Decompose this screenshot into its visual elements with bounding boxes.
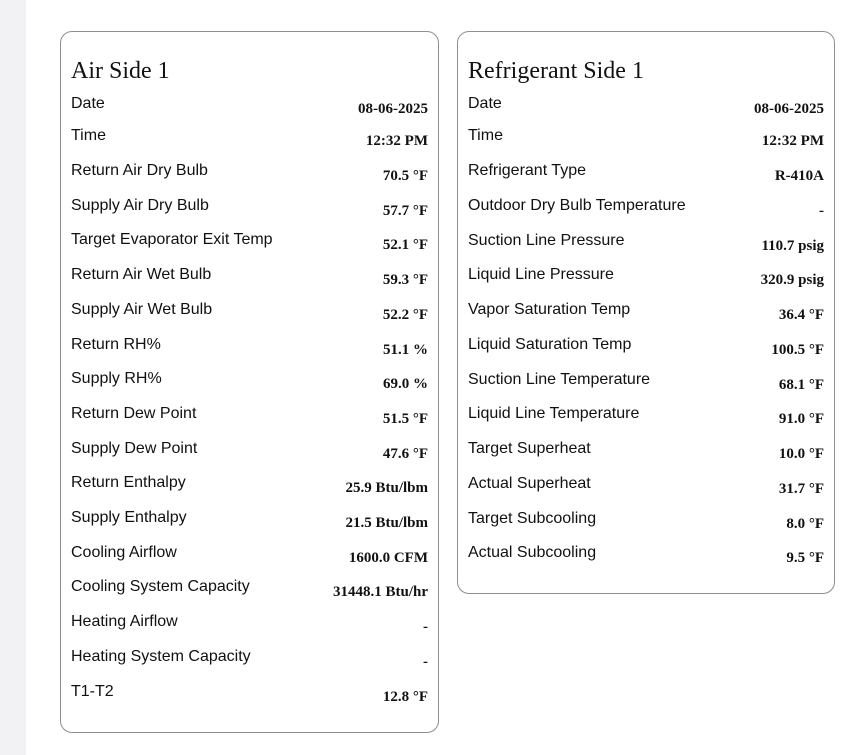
data-row (458, 440, 834, 464)
row-label: Return Enthalpy (71, 474, 186, 492)
data-row (458, 405, 834, 429)
row-label: Heating Airflow (71, 613, 178, 631)
row-value: 36.4 °F (778, 307, 824, 323)
row-value: 100.5 °F (771, 341, 824, 358)
data-row (61, 336, 438, 360)
row-value: - (423, 619, 428, 636)
page (26, 0, 863, 755)
row-label: Supply Dew Point (71, 439, 198, 457)
data-row (61, 474, 438, 498)
row-value: R-410A (774, 168, 824, 184)
row-label: Actual Superheat (468, 474, 591, 492)
row-label: Liquid Line Temperature (468, 405, 640, 423)
row-value: 08-06-2025 (754, 101, 824, 117)
row-value: 52.1 °F (382, 237, 428, 254)
data-row (61, 578, 438, 602)
data-row (61, 162, 438, 186)
row-label: Heating System Capacity (71, 647, 251, 665)
data-row (61, 544, 438, 568)
row-value: 8.0 °F (786, 515, 824, 532)
data-row (61, 370, 438, 394)
row-label: Cooling System Capacity (71, 578, 250, 596)
data-row (458, 232, 834, 256)
row-value: 12:32 PM (761, 133, 824, 149)
row-label: Return Dew Point (71, 404, 197, 422)
air-side-title: Air Side 1 (71, 58, 170, 84)
row-label: Date (468, 95, 502, 112)
row-label: T1-T2 (71, 682, 114, 700)
row-label: Return RH% (71, 335, 161, 353)
data-row (458, 544, 834, 568)
data-row (61, 301, 438, 325)
row-label: Target Evaporator Exit Temp (71, 231, 273, 249)
row-label: Supply RH% (71, 370, 162, 388)
data-row (61, 405, 438, 429)
row-label: Date (71, 95, 105, 112)
data-row (61, 509, 438, 533)
data-row (458, 197, 834, 221)
row-label: Time (71, 127, 106, 144)
air-side-card (60, 31, 439, 733)
row-label: Suction Line Temperature (468, 370, 651, 388)
data-row (458, 475, 834, 499)
row-value: 68.1 °F (778, 376, 824, 393)
row-value: 51.5 °F (382, 410, 428, 427)
row-label: Refrigerant Type (468, 162, 586, 179)
refrigerant-side-card (457, 31, 835, 594)
row-label: Suction Line Pressure (468, 231, 625, 249)
row-label: Liquid Saturation Temp (468, 335, 632, 353)
row-value: 21.5 Btu/lbm (345, 515, 428, 531)
row-value: 31448.1 Btu/hr (332, 584, 428, 601)
row-value: 9.5 °F (786, 550, 824, 567)
row-label: Supply Air Wet Bulb (71, 300, 213, 318)
row-value: - (423, 653, 428, 670)
row-value: 91.0 °F (778, 411, 824, 428)
row-label: Target Subcooling (468, 509, 597, 527)
row-value: 57.7 °F (382, 202, 428, 219)
row-value: 69.0 % (383, 376, 428, 393)
data-row (61, 95, 438, 119)
data-row (458, 162, 834, 186)
row-value: 25.9 Btu/lbm (345, 480, 428, 497)
row-value: 10.0 °F (778, 446, 824, 462)
data-row (458, 336, 834, 360)
row-label: Target Superheat (468, 440, 591, 457)
row-value: 70.5 °F (382, 168, 428, 184)
row-label: Outdoor Dry Bulb Temperature (468, 196, 686, 214)
data-row (458, 266, 834, 290)
data-row (458, 95, 834, 119)
row-value: 12.8 °F (382, 688, 428, 705)
data-row (61, 613, 438, 637)
data-row (61, 127, 438, 151)
row-label: Liquid Line Pressure (468, 266, 614, 284)
row-label: Supply Air Dry Bulb (71, 196, 209, 214)
row-value: 51.1 % (383, 341, 428, 358)
data-row (458, 510, 834, 534)
data-row (458, 127, 834, 151)
row-label: Cooling Airflow (71, 543, 177, 561)
row-value: 320.9 psig (760, 272, 824, 289)
row-value: 59.3 °F (382, 272, 428, 289)
row-label: Actual Subcooling (468, 544, 597, 562)
row-label: Return Air Dry Bulb (71, 162, 208, 179)
data-row (61, 231, 438, 255)
refrigerant-side-title: Refrigerant Side 1 (468, 58, 644, 84)
data-row (61, 683, 438, 707)
row-value: - (819, 202, 824, 219)
data-row (61, 648, 438, 672)
row-label: Time (468, 127, 503, 144)
row-value: 110.7 psig (761, 237, 824, 254)
data-row (458, 371, 834, 395)
row-value: 08-06-2025 (358, 101, 428, 117)
data-row (61, 440, 438, 464)
row-value: 1600.0 CFM (348, 549, 428, 566)
row-value: 12:32 PM (365, 133, 428, 149)
row-value: 31.7 °F (778, 480, 824, 497)
row-value: 47.6 °F (382, 445, 428, 462)
row-label: Supply Enthalpy (71, 509, 187, 526)
row-label: Return Air Wet Bulb (71, 266, 212, 284)
row-value: 52.2 °F (382, 306, 428, 323)
data-row (458, 301, 834, 325)
row-label: Vapor Saturation Temp (468, 301, 631, 318)
data-row (61, 266, 438, 290)
data-row (61, 197, 438, 221)
